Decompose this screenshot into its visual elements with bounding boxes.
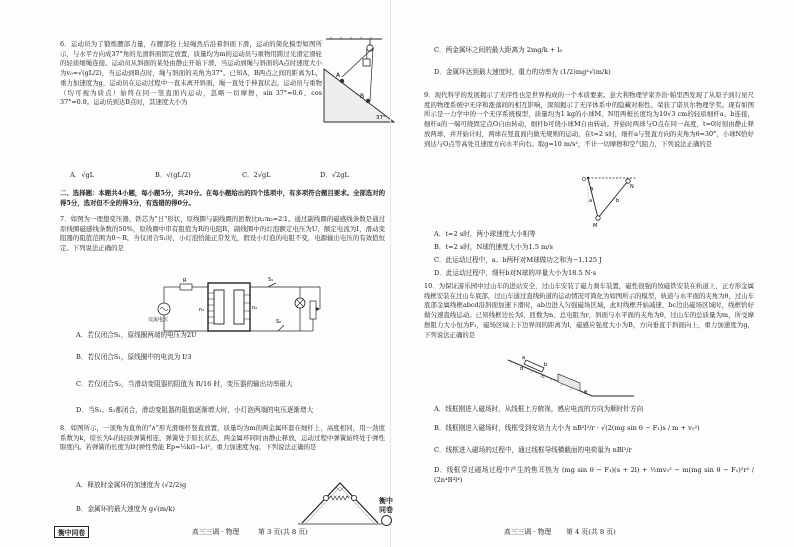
question-8-text: 8．如图所示，一顶角为直角的"∧"形光滑细杆竖直放置，质量均为m的两金属环套在细杆上，高度相同，用一劲度系数为k，原长为l₀的轻质弹簧相连，弹簧处于原长状态，两金属环同时由静止释放，运动过程中弹簧始终处于弹性限度内。若弹簧的长度为l时弹性势能 Ep=½k(l−l₀)²，重力加速度为g，下列说法正确的是 (60, 424, 385, 452)
q9-label-n: N (630, 184, 634, 190)
q9-option-b: B．t=2 s时，N球的速度大小为1.5 m/s (434, 243, 553, 251)
q7-r1-label: R (183, 278, 187, 284)
q9-option-c: C．此运动过程中，a、b两杆对M球做功之和为−1.125 J (434, 256, 602, 264)
q9-label-theta: θ (590, 187, 594, 193)
q10-angle-label: θ (584, 390, 588, 396)
q7-s2-label: S₂ (276, 319, 282, 325)
q7-s1-label: S₁ (268, 277, 274, 283)
right-footer-page: 第 4 页(共 8 页) (566, 528, 616, 536)
q10-option-c: C．线框进入磁场的过程中，通过线框导线横截面的电荷量为 nBl²/r (434, 446, 632, 454)
q10-label-d: d (520, 366, 524, 372)
question-7-text: 7．如图为一理想变压器，铁芯为"日"形状，原线圈与副线圈的匝数比n₁∶n₂=2∶1。通过副线圈的磁感线条数是通过原线圈磁感线条数的50%，原线圈中串有阻值为R的电阻R，副线圈中的灯泡额定电压为U，额定电流为I，滑动变阻器的阻值范围为0～R，当仅闭合S₁时，小灯泡恰能正常发光，假设小灯泡的电阻不变，电源输出电压的有效值恒定。下列说法正确的是 (60, 215, 385, 253)
q10-label-c: c (542, 374, 545, 380)
left-page (0, 0, 388, 547)
left-footer-brand: 衡中同卷 (54, 526, 89, 538)
section-2-heading: 二、选择题：本题共4小题，每小题5分，共20分。在每小题给出的四个选项中，有多项符合题目要求。全部选对的得5分，选对但不全的得3分，有选错的得0分。 (60, 189, 385, 207)
q7-option-c: C．若仅闭合S₂，当滑动变阻器的阻值为 R/16 时，变压器的输出功率最大 (76, 380, 293, 388)
q9-option-d: D．此运动过程中，细杆b对N球的冲量大小为18.5 N·s (434, 269, 596, 277)
q7-option-b: B．若仅闭合S₁，原线圈中的电流为 I/3 (76, 353, 192, 361)
q8-option-d: D．金属环达到最大速度时，重力的功率为 (1/2)mg²√(m/k) (434, 68, 611, 76)
q7-option-d: D．当S₁、S₂都闭合，滑动变阻器的阻值逐渐增大时，小灯泡两端的电压逐渐增大 (76, 406, 314, 414)
q10-option-a: A．线框刚进入磁场时，从线框上方俯视，感应电流的方向为顺时针方向 (434, 405, 644, 413)
q7-n1-label: n₁ (199, 307, 205, 313)
q9-label-o: O (582, 177, 586, 183)
left-footer-page: 第 3 页(共 8 页) (258, 528, 308, 536)
page-fold (390, 0, 391, 547)
q9-label-m: M (593, 223, 598, 229)
q9-figure (578, 176, 638, 228)
q10-option-b: B．线框刚进入磁场时，线框受到安培力大小为 nB²l²/r · √(2(mg sin θ − F₁)s / m + v₀²) (434, 424, 700, 432)
q7-n2-label: n₂ (252, 305, 258, 311)
q10-label-b: b (544, 362, 548, 368)
q6-option-a: A．√gL (70, 171, 95, 179)
q9-option-a: A．t=2 s时，两小球速度大小相等 (434, 230, 536, 238)
q9-label-b: b (616, 198, 620, 204)
question-10-text: 10．为保证游乐园中过山车的进站安全，过山车安装了磁力刹车装置，磁性很强的钕磁铁安装在轨道上，正方形金属线框安装在过山车底部，过山车通过直线轨道的运动情况可简化为如图所示的模型，轨道与水平面的夹角为θ，过山车底部金属线框abcd沿斜面加速下滑时，ab边进入匀强磁场区域，此时线框开始减速，bc边出磁场区域时，线框恰好做匀速直线运动。已知线框边长为l、匝数为n、总电阻为r，斜面与水平面的夹角为θ，过山车的总质量为m，所受摩擦阻力大小恒为F₁，磁场区域上下边界间的距离为l，磁感应强度大小为B，方向垂直于斜面向上，重力加速度为g，下列说法正确的是 (424, 282, 754, 339)
q10-option-d: D．线框穿过磁场过程中产生的焦耳热为 (mg sin θ − F₁)(s + 2l) + ½mv₀² − m(mg sin θ − F₁)²r² / (2n⁴B⁴l⁴) (434, 466, 754, 484)
right-footer-title: 高三三调 · 物理 (504, 528, 552, 536)
q6-figure (320, 37, 400, 127)
q8-option-c: C．两金属环之间的最大距离为 2mg/k + l₀ (434, 46, 563, 54)
q6-option-d: D．√2gL (320, 171, 349, 179)
q10-figure (506, 356, 636, 402)
q10-label-a: a (522, 355, 526, 361)
seal-icon (381, 515, 392, 526)
q6-label-b: B (360, 93, 365, 100)
center-seal-stamp (377, 496, 395, 526)
q7-option-a: A．若仅闭合S₁，原线圈两端的电压为2U (76, 331, 197, 339)
q6-option-b: B．√(gL/2) (155, 171, 191, 179)
left-footer-title: 高三三调 · 物理 (192, 528, 240, 536)
question-9-text: 9．现代科学的发展揭示了无序性也是世界构成的一个本质要素。意大利物理学家乔治·帕里西发现了从原子到行星尺度的物理系统中无序和涨落间的相互影响，深刻揭示了无序体系中的隐藏对称性。荣获了诺贝尔物理学奖。现有如图所示是一力学中的一个无序系统模型，质量均为1 kg的小球M、N用两根长度均为10√3 cm的轻质细杆a、b连接，细杆a的一端可绕固定点O自由转动，细杆b可绕小球M自由转动。开始时两球与O点在同一高度，t=0时刻由静止释放两球，并开始计时，两球在竖直面内做无规则的运动，在t=2 s时，细杆a与竖直方向的夹角为θ=30°，小球N恰好到达与O点等高处且速度方向水平向右。取g=10 m/s²，不计一切摩擦和空气阻力，下列说法正确的是 (424, 91, 754, 148)
q8-option-a: A．释放时金属环的加速度为 (√2/2)g (76, 481, 187, 489)
q8-option-b: B．金属环的最大速度为 g√(m/k) (76, 505, 175, 513)
q7-source-label: 交流电压 (148, 317, 169, 323)
q6-option-c: C．2√gL (242, 171, 271, 179)
q6-angle-label: 37° (376, 115, 386, 121)
question-6-text: 6．运动员为了锻炼腰部力量，在腰部拴上轻绳然后沿着斜面下滑，运动的简化模型如图所示，与水平方向成37°角的光滑斜面固定放置，质量均为m的运动员与重物用跨过光滑定滑轮的轻质细绳连接。运动员从斜面的某处由静止开始下滑，当运动到绳与斜面的A点时速度大小为v₀=√(gL/2)，当运动到B点时，绳与斜面的夹角为37°。已知A、B两点之间的距离为L，重力加速度为g，运动员在运动过程中一直未离开斜面，绳一直处于伸直状态，运动员与重物（均可视为质点）始终在同一竖直面内运动，忽略一切摩擦，sin 37°=0.6、cos 37°=0.8。运动员到达B点时，其速度大小为 (60, 40, 322, 107)
center-seal-text: 衡中同卷 (379, 496, 393, 514)
right-page (398, 0, 786, 547)
q7-circuit-figure (150, 279, 330, 335)
q8-figure (298, 477, 382, 527)
q6-label-a: A (336, 72, 341, 79)
q9-label-a: a (589, 198, 593, 204)
